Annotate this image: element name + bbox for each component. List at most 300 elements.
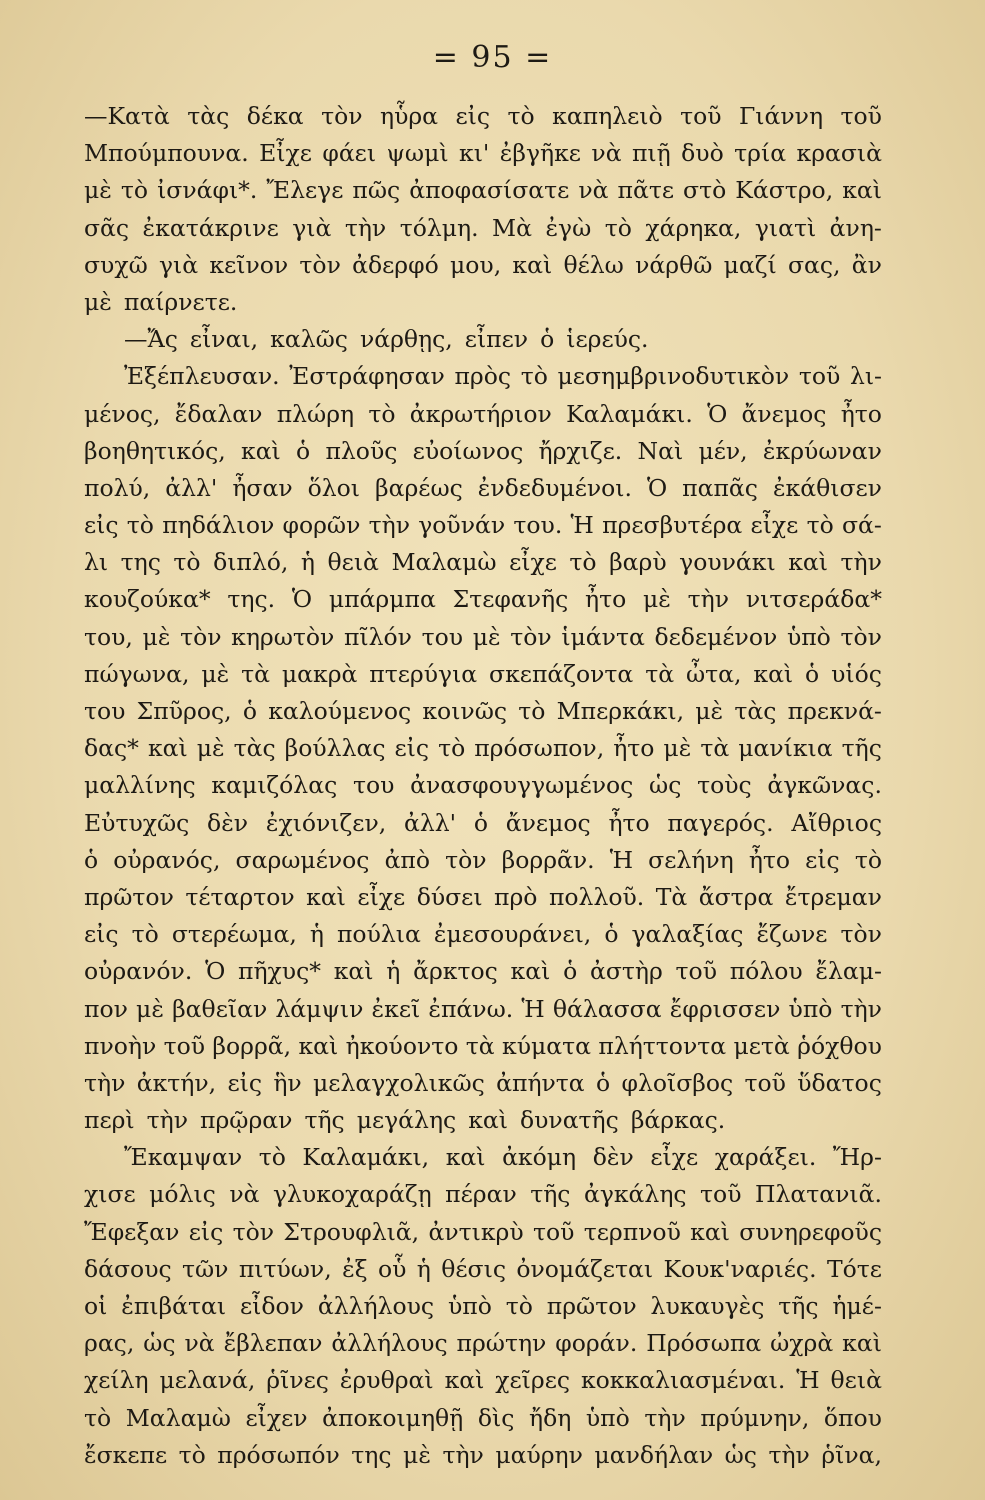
word: μου,	[449, 250, 502, 279]
word: σαρωμένος	[235, 845, 370, 874]
word: τὴν	[368, 511, 410, 540]
text-line	[84, 135, 882, 172]
word: Ἐξέπλευσαν.	[124, 362, 280, 391]
word: πιῇ	[631, 139, 671, 168]
word: ἦτο	[840, 399, 882, 428]
word: βαθεῖαν	[172, 994, 268, 1023]
word: ὁ	[540, 325, 555, 354]
word: ἐπιβάται	[121, 1292, 227, 1320]
word: τὸ	[604, 213, 632, 242]
word: μανδήλαν	[594, 1440, 714, 1469]
word: ὑπὸ	[788, 994, 833, 1023]
word: τὴν	[840, 994, 882, 1023]
word: τῆς	[304, 1106, 345, 1135]
word: ἐπάνω.	[428, 994, 514, 1023]
word: Ἤρ-	[832, 1143, 882, 1172]
text-line	[84, 805, 882, 842]
text-line	[84, 321, 882, 358]
word: ψωμὶ	[386, 139, 449, 168]
word: ἐκεῖ	[371, 994, 421, 1023]
page-number: = 95 =	[432, 40, 553, 75]
word: μὲ	[84, 176, 112, 205]
word: ἡμέ-	[832, 1292, 882, 1320]
word: τὸ	[178, 1440, 206, 1469]
word: περὶ	[84, 1106, 135, 1135]
word: ἱμάντα	[561, 622, 645, 651]
word: ρας,	[84, 1329, 135, 1358]
word: δας*	[84, 734, 139, 763]
word: χισε	[84, 1180, 136, 1209]
word: εἰς	[394, 734, 430, 763]
word: ὁ	[473, 808, 489, 837]
word: πλώρη	[276, 399, 355, 428]
word: ἀλλ'	[403, 808, 457, 837]
word: τοῦ	[163, 1031, 206, 1060]
word: της	[120, 548, 161, 577]
text-line	[84, 619, 882, 656]
word: Στρουφλιᾶ,	[283, 1217, 420, 1246]
word: νιτσεράδα*	[745, 585, 882, 614]
text-line	[84, 730, 882, 767]
word: Ἔκαμψαν	[124, 1143, 243, 1172]
word: Καλαμάκι.	[566, 399, 693, 428]
word: τοῦ	[840, 102, 882, 130]
word: τὴν	[84, 1068, 126, 1097]
word: πιτύων,	[238, 1254, 332, 1283]
word: πέραν	[445, 1180, 517, 1209]
word: ὦτα,	[685, 659, 742, 688]
word: νὰ	[578, 176, 609, 205]
word: ἡ	[309, 920, 324, 949]
word: Μπούμπουνα.	[84, 139, 249, 168]
word: λάμψιν	[275, 994, 364, 1023]
word: ἔδαλαν	[174, 399, 263, 428]
word: πνοὴν	[84, 1031, 157, 1060]
word: ἔφρισσεν	[669, 994, 781, 1023]
word: τῆς	[841, 734, 882, 763]
text-line	[84, 953, 882, 990]
word: λι	[84, 548, 109, 577]
text-line	[84, 1288, 882, 1325]
text-line	[84, 842, 882, 879]
text-line	[84, 1362, 882, 1399]
word: φορῶν	[282, 511, 361, 540]
word: πούλια	[336, 920, 421, 949]
word: ὁ	[596, 1068, 611, 1097]
word: εἰς	[805, 845, 840, 874]
word: τὴν	[768, 1440, 810, 1469]
word: τὴν	[442, 1440, 484, 1469]
word: γοῦνάν	[418, 511, 506, 540]
word: ἡ	[300, 548, 315, 577]
word: ἐμεσουράνει,	[433, 920, 592, 949]
word: ἦτο	[608, 808, 650, 837]
word: τὸ	[854, 845, 882, 874]
word: τὰς	[734, 697, 777, 725]
text-line	[84, 767, 882, 804]
word: ὡς	[649, 771, 682, 800]
word: κουζούκα*	[84, 585, 211, 614]
word: Ἡ	[796, 1366, 820, 1395]
word: εἰς	[227, 1068, 262, 1097]
word: σας,	[787, 250, 841, 279]
word: γουνάκι	[679, 548, 776, 577]
word: βορρᾶν.	[501, 845, 595, 874]
word: Ἔφεξαν	[84, 1217, 180, 1246]
word: ἐγὼ	[545, 213, 592, 242]
text-line	[84, 581, 882, 618]
word: Κουκ'ναριές.	[663, 1254, 817, 1283]
word: μὲ	[136, 994, 164, 1023]
word: ἄρκτος	[413, 957, 498, 986]
word: ῥόχθου	[797, 1031, 882, 1060]
word: ὁ	[805, 659, 820, 688]
word: μανίκια	[738, 734, 833, 763]
word: πρόσωπόν	[217, 1440, 340, 1469]
text-line	[84, 693, 882, 730]
word: Ναὶ	[637, 436, 684, 465]
word: του	[84, 697, 126, 725]
word: Σπῦρος,	[136, 697, 232, 725]
word: τὰς	[233, 734, 276, 763]
text-line	[84, 98, 882, 135]
word: μὲ	[472, 622, 501, 651]
word: ἂν	[851, 250, 882, 279]
word: φοράν.	[555, 1329, 638, 1358]
word: τοῦ	[680, 102, 722, 130]
word: —Κατὰ	[84, 102, 170, 130]
word: ἀνασφουγγωμένος	[410, 771, 634, 800]
word: εἶδον	[239, 1292, 304, 1320]
word: ἔβλεπαν	[223, 1329, 323, 1358]
word: καὶ	[510, 957, 551, 986]
word: καμιζόλας	[211, 771, 338, 800]
word: ἄστρα	[698, 882, 774, 911]
word: τὸν	[180, 622, 222, 651]
word: εἰς	[84, 920, 119, 949]
word: ἦσαν	[232, 473, 293, 502]
word: τὰς	[187, 102, 230, 130]
word: ὁ	[604, 920, 619, 949]
word: τὸ	[173, 548, 201, 577]
word: καὶ	[306, 882, 346, 911]
word: θειὰ	[327, 548, 379, 577]
word: ἦτο	[613, 734, 655, 763]
word: νὰ	[229, 1180, 260, 1209]
word: ὑπὸ	[585, 1403, 630, 1432]
word: πρύμνην,	[700, 1403, 810, 1432]
word: οὗ	[377, 1254, 407, 1283]
word: ὁ	[242, 697, 257, 725]
word: φλοῖσβος	[621, 1068, 734, 1097]
word: τὰ	[241, 659, 270, 688]
word: καλῶς	[270, 325, 348, 354]
word: τοῦ	[744, 1068, 786, 1097]
word: ἄνεμος	[505, 808, 591, 837]
word: συχῶ	[84, 250, 148, 279]
word: βοηθητικός,	[84, 436, 226, 465]
word: καὶ	[690, 1217, 730, 1246]
word: τὸ	[569, 548, 597, 577]
word: κεῖνον	[209, 250, 289, 279]
word: δύσει	[416, 882, 483, 911]
word: εἶχε	[750, 511, 799, 540]
word: διπλό,	[213, 548, 289, 577]
word: βαρὺ	[609, 548, 667, 577]
word: εἰς	[84, 511, 119, 540]
word: χάρηκα,	[645, 213, 742, 242]
word: δυνατῆς	[519, 1106, 619, 1135]
word: ῥῖνα,	[821, 1440, 882, 1469]
word: πρεκνά-	[787, 697, 882, 725]
word: ἦτο	[585, 585, 627, 614]
text-line	[84, 396, 882, 433]
word: ἰσνάφι*.	[157, 176, 258, 205]
word: της.	[227, 585, 276, 614]
word: ἀγκάλης	[583, 1180, 687, 1209]
word: πόλου	[729, 957, 803, 986]
word: ῥῖνες	[266, 1366, 329, 1395]
word: τὸν	[232, 1217, 275, 1246]
word: τὰ	[645, 659, 675, 688]
text-line	[84, 1437, 882, 1474]
text-line	[84, 1139, 882, 1176]
word: τρία	[734, 139, 787, 168]
text-line	[84, 1102, 882, 1139]
word: ὠχρὰ	[770, 1329, 834, 1358]
word: Ἐστράφησαν	[289, 362, 445, 391]
word: παίρνετε.	[123, 287, 238, 316]
word: τῆς	[530, 1180, 571, 1209]
word: τὸ	[438, 734, 466, 763]
word: οἱ	[84, 1292, 108, 1320]
word: μὲ	[142, 622, 171, 651]
word: ὑπὸ	[447, 1292, 492, 1320]
text-line	[84, 1325, 882, 1362]
word: Ὁ	[291, 585, 313, 614]
word: γλυκοχαράζῃ	[272, 1180, 432, 1209]
word: βάρκας.	[630, 1106, 726, 1135]
word: του.	[513, 511, 563, 540]
word: Ἡ	[521, 994, 545, 1023]
word: τοῦ	[675, 957, 717, 986]
text-line	[84, 1214, 882, 1251]
word: τὸ	[131, 920, 159, 949]
word: τόλμη.	[399, 213, 479, 242]
text-line	[84, 656, 882, 693]
word: τῶν	[182, 1254, 229, 1283]
text-line	[84, 470, 882, 507]
word: καὶ	[512, 250, 553, 279]
word: Τὰ	[655, 882, 688, 911]
word: ὅπου	[823, 1403, 882, 1432]
word: οὐρανός,	[113, 845, 221, 874]
word: δεδεμένον	[654, 622, 778, 651]
word: μὲ	[201, 659, 230, 688]
word: λυκαυγὲς	[650, 1292, 765, 1320]
word: καὶ	[147, 734, 188, 763]
text-line	[84, 991, 882, 1028]
word: τὸν	[321, 102, 363, 130]
word: καὶ	[753, 659, 794, 688]
word: Εἶχε	[259, 139, 312, 168]
word: ὑπὸ	[786, 622, 831, 651]
word: ὀνομάζεται	[516, 1254, 654, 1283]
word: ἀστὴρ	[589, 957, 663, 986]
word: κι'	[459, 139, 490, 168]
word: τὸ	[518, 697, 546, 725]
text-line	[84, 172, 882, 209]
word: Πρόσωπα	[646, 1329, 762, 1358]
word: χεῖρες	[495, 1366, 571, 1395]
word: καὶ	[468, 1106, 508, 1135]
word: γιὰ	[158, 250, 199, 279]
word: ἤρχιζε.	[538, 436, 623, 465]
word: συνηρεφοῦς	[739, 1217, 882, 1246]
word: υἱός	[831, 659, 882, 688]
text-line	[84, 1176, 882, 1213]
word: Τότε	[826, 1254, 882, 1283]
word: κρασιὰ	[796, 139, 882, 168]
word: ἀντικρὺ	[428, 1217, 524, 1246]
text-line	[84, 1028, 882, 1065]
text-line	[84, 1251, 882, 1288]
word: του	[421, 622, 464, 651]
word: εὐοίωνος	[412, 436, 524, 465]
word: τὴν	[687, 585, 730, 614]
word: μὲ	[84, 287, 112, 316]
word: χαράξει.	[714, 1143, 817, 1172]
text-line	[84, 247, 882, 284]
word: πρὸ	[494, 882, 538, 911]
word: δέκα	[246, 102, 304, 130]
text-line	[84, 879, 882, 916]
word: ἀγκῶνας.	[767, 771, 882, 800]
word: τὸ	[806, 511, 834, 540]
word: πᾶτε	[617, 176, 675, 205]
word: τὸν	[840, 920, 882, 949]
word: —Ἄς	[124, 325, 178, 354]
word: ἐκρύωναν	[762, 436, 882, 465]
word: Ἡ	[570, 511, 594, 540]
word: μεγάλης	[356, 1106, 457, 1135]
word: Ὁ	[707, 399, 728, 428]
word: Καλαμάκι,	[302, 1143, 430, 1172]
word: εἶναι,	[189, 325, 259, 354]
word: ἣν	[273, 1068, 302, 1097]
word: τὸ	[507, 102, 535, 130]
word: ἀπήντα	[496, 1068, 585, 1097]
word: μέν,	[698, 436, 748, 465]
word: τέταρτον	[185, 882, 295, 911]
text-line	[84, 210, 882, 247]
word: Ἔλεγε	[266, 176, 344, 205]
word: καὶ	[333, 957, 374, 986]
word: πολύ,	[84, 473, 151, 502]
word: νὰ	[591, 139, 622, 168]
word: μπάρμπα	[328, 585, 436, 614]
word: οὐρανόν.	[84, 957, 193, 986]
word: μελαγχολικῶς	[313, 1068, 485, 1097]
word: μαζί	[723, 250, 777, 279]
word: δὶς	[477, 1403, 515, 1432]
word: ὁ	[84, 845, 99, 874]
word: πτερύγια	[369, 659, 478, 688]
word: πρόσωπον,	[474, 734, 605, 763]
word: Ὁ	[205, 957, 226, 986]
word: τὴν	[146, 1106, 189, 1135]
word: θειὰ	[830, 1366, 882, 1395]
text-line	[84, 1400, 882, 1437]
word: ἔτρεμαν	[784, 882, 882, 911]
word: μαύρην	[495, 1440, 583, 1469]
word: τὸ	[84, 1403, 112, 1432]
word: καπηλειὸ	[552, 102, 663, 130]
word: Πλατανιᾶ.	[754, 1180, 882, 1209]
word: ἐβγῆκε	[499, 139, 581, 168]
word: ἀλλ'	[165, 473, 218, 502]
word: παπᾶς	[682, 473, 758, 502]
text-line	[84, 916, 882, 953]
text-line	[84, 1065, 882, 1102]
text-line	[84, 358, 882, 395]
word: ἄνεμος	[741, 399, 827, 428]
word: ὅλοι	[307, 473, 361, 502]
word: τὸ	[258, 1143, 286, 1172]
word: καλούμενος	[268, 697, 412, 725]
word: Κάστρο,	[735, 176, 834, 205]
word: εἶχεν	[245, 1403, 308, 1432]
word: τῆς	[778, 1292, 819, 1320]
word: Μαλαμὼ	[391, 548, 497, 577]
word: πρῶτον	[84, 882, 174, 911]
word: ὁ	[296, 436, 311, 465]
word: χείλη	[84, 1366, 149, 1395]
word: κύματα	[502, 1031, 592, 1060]
word: νάρθῶ	[635, 250, 713, 279]
word: λι-	[849, 362, 882, 391]
word: πρῷραν	[200, 1106, 293, 1135]
word: μετὰ	[733, 1031, 790, 1060]
word: κοκκαλιασμέναι.	[580, 1366, 786, 1395]
word: μὲ	[403, 1440, 431, 1469]
word: κηρωτὸν	[231, 622, 335, 651]
word: δὲν	[207, 808, 249, 837]
word: σᾶς	[84, 213, 130, 242]
word: ἡ	[386, 957, 401, 986]
text-line	[84, 433, 882, 470]
word: τὸ	[520, 362, 548, 391]
word: πλήττοντα	[598, 1031, 727, 1060]
word: ἐχιόνιζεν,	[265, 808, 387, 837]
word: καὶ	[842, 1329, 882, 1358]
word: τοῦ	[798, 362, 841, 391]
word: εἰς	[455, 102, 491, 130]
word: ἐκατάκρινε	[142, 213, 279, 242]
word: τὴν	[344, 213, 387, 242]
word: θάλασσα	[552, 994, 662, 1023]
word: σκεπάζοντα	[489, 659, 634, 688]
word: καὶ	[444, 1366, 485, 1395]
word: τὸ	[368, 399, 396, 428]
word: ὡς	[724, 1440, 757, 1469]
word: μὲ	[643, 585, 671, 614]
word: ἱερεύς.	[566, 325, 649, 354]
text-line	[84, 544, 882, 581]
word: καὶ	[842, 176, 882, 205]
word: μὲ	[695, 697, 724, 725]
word: ἀλλήλους	[331, 1329, 448, 1358]
